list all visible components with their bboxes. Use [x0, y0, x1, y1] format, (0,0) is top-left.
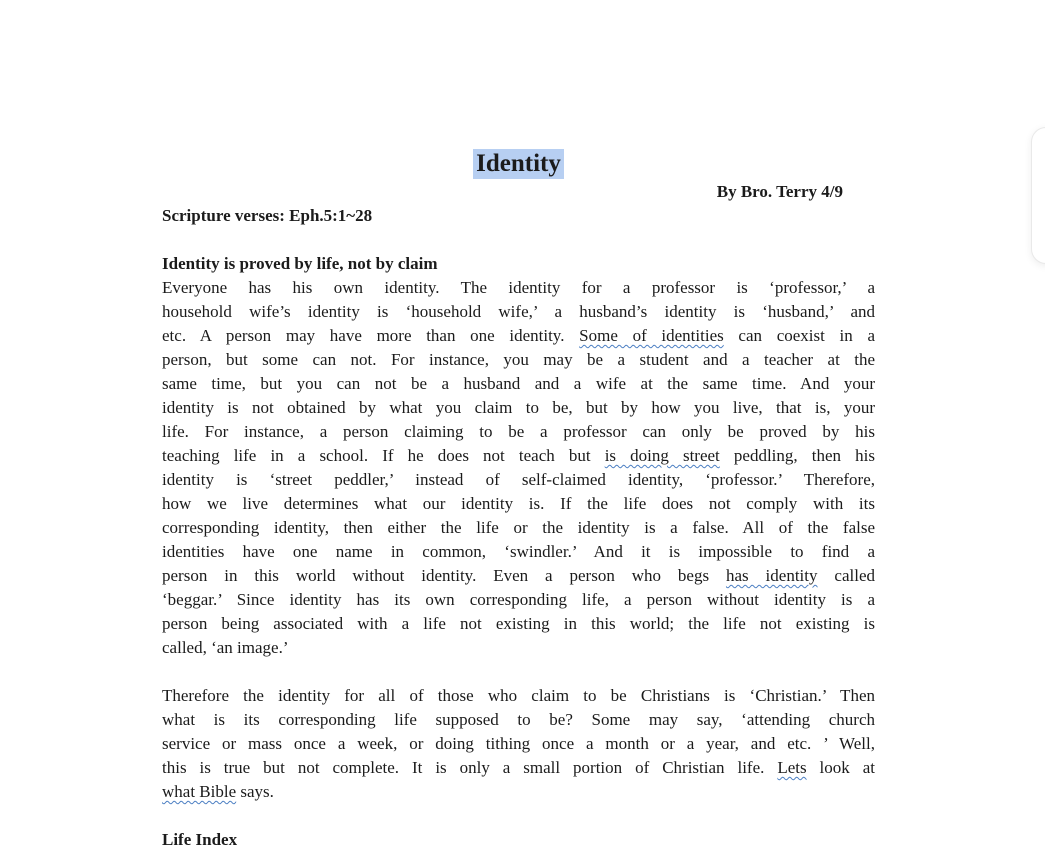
document-title: Identity	[473, 149, 564, 179]
text-run: Everyone has his own identity. The identity for a professor is ‘professor,’ a	[162, 278, 875, 297]
text-line	[162, 420, 875, 444]
text-run: peddling, then his	[719, 446, 875, 465]
text-line	[162, 636, 875, 660]
text-run: called, ‘an image.’	[162, 638, 289, 657]
text-line	[162, 372, 875, 396]
text-line	[162, 732, 875, 756]
text-line	[162, 324, 875, 348]
document-body	[162, 0, 875, 851]
text-line	[162, 684, 875, 708]
text-run: can coexist in a	[723, 326, 875, 345]
grammar-check-squiggle: Lets	[777, 758, 807, 777]
text-run: Therefore the identity for all of those who claim to be Christians is ‘Christian.’ Then	[162, 686, 875, 705]
text-line	[162, 756, 875, 780]
text-line	[162, 396, 875, 420]
text-run: identity is not obtained by what you claim to be, but by how you live, that is, your	[162, 398, 875, 417]
text-run: service or mass once a week, or doing tithing once a month or a year, and etc. ’ Well,	[162, 734, 875, 753]
text-line	[162, 300, 875, 324]
section-heading-life-index: Life Index	[162, 830, 238, 849]
text-line	[162, 540, 875, 564]
text-line	[162, 564, 875, 588]
text-line	[162, 588, 875, 612]
text-run: life. For instance, a person claiming to be a professor can only be proved by his	[162, 422, 875, 441]
byline: By Bro. Terry 4/9	[716, 182, 843, 201]
text-run: etc. A person may have more than one identity.	[162, 326, 580, 345]
text-line	[162, 612, 875, 636]
section-heading: Identity is proved by life, not by claim	[162, 254, 438, 273]
grammar-check-squiggle: has identity	[725, 566, 818, 585]
text-run: says.	[236, 782, 274, 801]
text-line	[162, 708, 875, 732]
text-line	[162, 492, 875, 516]
text-run: look at	[806, 758, 875, 777]
text-run: identities have one name in common, ‘swindler.’ And it is impossible to find a	[162, 542, 875, 561]
text-run: teaching life in a school. If he does not teach but	[162, 446, 605, 465]
blank-line	[162, 228, 875, 252]
text-line	[162, 468, 875, 492]
grammar-check-squiggle: is doing street	[604, 446, 720, 465]
text-run: person being associated with a life not existing in this world; the life not existing is	[162, 614, 875, 633]
text-run: called	[817, 566, 875, 585]
paragraph-1	[162, 276, 875, 660]
text-run: household wife’s identity is ‘household wife,’ a husband’s identity is ‘husband,’ and	[162, 302, 875, 321]
text-run: person in this world without identity. Even a person who begs	[162, 566, 726, 585]
grammar-check-squiggle: Some of identities	[579, 326, 724, 345]
text-run: same time, but you can not be a husband and a wife at the same time. And your	[162, 374, 875, 393]
blank-line	[162, 660, 875, 684]
scripture-verses-line: Scripture verses: Eph.5:1~28	[162, 206, 373, 225]
text-run: corresponding identity, then either the life or the identity is a false. All of the false	[162, 518, 875, 537]
text-line	[162, 516, 875, 540]
text-run: how we live determines what our identity is. If the life does not comply with its	[162, 494, 875, 513]
text-run: what is its corresponding life supposed to be? Some may say, ‘attending church	[162, 710, 875, 729]
grammar-check-squiggle: what Bible	[162, 782, 237, 801]
text-run: identity is ‘street peddler,’ instead of self-claimed identity, ‘professor.’ Therefore,	[162, 470, 875, 489]
text-line	[162, 780, 875, 804]
paragraph-2	[162, 684, 875, 804]
text-line	[162, 348, 875, 372]
blank-line	[162, 804, 875, 828]
text-run: ‘beggar.’ Since identity has its own corresponding life, a person without identity is a	[162, 590, 875, 609]
collapsed-side-panel-handle[interactable]	[1031, 127, 1045, 264]
text-line	[162, 276, 875, 300]
document-title-line	[162, 148, 875, 180]
text-line	[162, 444, 875, 468]
text-run: person, but some can not. For instance, you may be a student and a teacher at the	[162, 350, 875, 369]
text-run: this is true but not complete. It is only a small portion of Christian life.	[162, 758, 778, 777]
